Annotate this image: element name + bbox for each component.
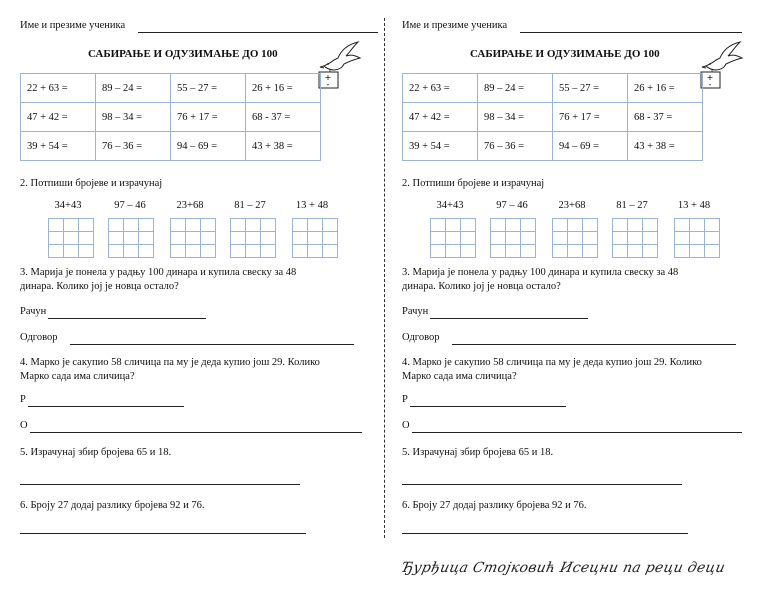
question-3-line2: динара. Колико јој је новца остало? [20, 281, 179, 292]
table-cell: 22 + 63 = [21, 74, 96, 103]
digit-grid[interactable] [552, 218, 598, 258]
sum-table [402, 73, 703, 161]
o-line[interactable] [30, 432, 362, 433]
calc-line[interactable] [48, 318, 206, 319]
worksheet-title: САБИРАЊЕ И ОДУЗИМАЊЕ ДО 100 [470, 48, 660, 60]
question-3-line1: 3. Марија је понела у радњу 100 динара и купила свеску за 48 [402, 267, 679, 278]
table-row [21, 103, 321, 132]
table-row [21, 132, 321, 161]
table-cell: 68 - 37 = [628, 103, 703, 132]
table-cell: 89 – 24 = [96, 74, 171, 103]
digit-grid[interactable] [170, 218, 216, 258]
q2-expression: 34+43 [436, 200, 464, 211]
dove-sign-plus: + [324, 73, 332, 82]
question-3-line2: динара. Колико јој је новца остало? [402, 281, 561, 292]
q5-answer-line[interactable] [402, 484, 682, 485]
table-row [403, 74, 703, 103]
answer-label: Одговор [402, 332, 440, 343]
table-cell: 47 + 42 = [21, 103, 96, 132]
q5-answer-line[interactable] [20, 484, 300, 485]
table-cell: 26 + 16 = [246, 74, 321, 103]
answer-label: Одговор [20, 332, 58, 343]
table-cell: 76 – 36 = [478, 132, 553, 161]
table-cell: 89 – 24 = [478, 74, 553, 103]
table-cell: 43 + 38 = [628, 132, 703, 161]
author-signature: Ђурђица Стојковић Исецни па реци деци [400, 560, 727, 576]
question-2: 2. Потпиши бројеве и израчунај [402, 178, 545, 189]
question-3-line1: 3. Марија је понела у радњу 100 динара и купила свеску за 48 [20, 267, 297, 278]
q2-expression: 23+68 [558, 200, 586, 211]
table-cell: 39 + 54 = [21, 132, 96, 161]
calc-label: Рачун [20, 306, 47, 317]
digit-grid[interactable] [612, 218, 658, 258]
question-5: 5. Израчунај збир бројева 65 и 18. [402, 447, 554, 458]
dove-with-sign-icon [698, 40, 744, 90]
digit-grid[interactable] [430, 218, 476, 258]
r-line[interactable] [410, 406, 566, 407]
table-row [403, 132, 703, 161]
o-label: О [20, 420, 28, 431]
r-label: Р [20, 394, 26, 405]
digit-grid[interactable] [108, 218, 154, 258]
answer-line[interactable] [70, 344, 354, 345]
question-6: 6. Броју 27 додај разлику бројева 92 и 76. [20, 500, 205, 511]
answer-line[interactable] [452, 344, 736, 345]
digit-grid[interactable] [48, 218, 94, 258]
table-row [21, 74, 321, 103]
calc-line[interactable] [430, 318, 588, 319]
dove-sign-minus: - [326, 80, 330, 89]
question-4-line2: Марко сада има сличица? [402, 371, 517, 382]
digit-grid[interactable] [490, 218, 536, 258]
table-cell: 22 + 63 = [403, 74, 478, 103]
q2-expression: 13 + 48 [295, 200, 329, 211]
q6-answer-line[interactable] [20, 533, 306, 534]
q6-answer-line[interactable] [402, 533, 688, 534]
dove-sign-minus: - [708, 80, 712, 89]
table-cell: 98 – 34 = [96, 103, 171, 132]
dove-sign-plus: + [706, 73, 714, 82]
table-row [403, 103, 703, 132]
worksheet-right [402, 0, 762, 594]
table-cell: 47 + 42 = [403, 103, 478, 132]
table-cell: 94 – 69 = [553, 132, 628, 161]
calc-label: Рачун [402, 306, 429, 317]
table-cell: 43 + 38 = [246, 132, 321, 161]
table-cell: 26 + 16 = [628, 74, 703, 103]
table-cell: 68 - 37 = [246, 103, 321, 132]
dove-with-sign-icon [316, 40, 362, 90]
table-cell: 55 – 27 = [171, 74, 246, 103]
r-line[interactable] [28, 406, 184, 407]
question-6: 6. Броју 27 додај разлику бројева 92 и 76. [402, 500, 587, 511]
q2-expression: 34+43 [54, 200, 82, 211]
table-cell: 55 – 27 = [553, 74, 628, 103]
q2-expression: 97 – 46 [496, 200, 528, 211]
table-cell: 76 + 17 = [171, 103, 246, 132]
worksheet-title: САБИРАЊЕ И ОДУЗИМАЊЕ ДО 100 [88, 48, 278, 60]
digit-grid[interactable] [674, 218, 720, 258]
r-label: Р [402, 394, 408, 405]
question-4-line1: 4. Марко је сакупио 58 сличица па му је деда купио још 29. Колико [20, 357, 320, 368]
question-5: 5. Израчунај збир бројева 65 и 18. [20, 447, 172, 458]
digit-grid[interactable] [230, 218, 276, 258]
student-name-line [138, 32, 378, 33]
table-cell: 76 + 17 = [553, 103, 628, 132]
student-name-label: Име и презиме ученика [20, 20, 126, 31]
worksheet-left [20, 0, 380, 594]
o-label: О [402, 420, 410, 431]
table-cell: 76 – 36 = [96, 132, 171, 161]
o-line[interactable] [412, 432, 742, 433]
q2-expression: 81 – 27 [616, 200, 648, 211]
student-name-label: Име и презиме ученика [402, 20, 508, 31]
question-4-line2: Марко сада има сличица? [20, 371, 135, 382]
table-cell: 98 – 34 = [478, 103, 553, 132]
digit-grid[interactable] [292, 218, 338, 258]
table-cell: 39 + 54 = [403, 132, 478, 161]
q2-expression: 81 – 27 [234, 200, 266, 211]
sum-table [20, 73, 321, 161]
table-cell: 94 – 69 = [171, 132, 246, 161]
q2-expression: 23+68 [176, 200, 204, 211]
q2-expression: 13 + 48 [677, 200, 711, 211]
student-name-line [520, 32, 742, 33]
q2-expression: 97 – 46 [114, 200, 146, 211]
cut-line-divider [384, 18, 385, 538]
question-2: 2. Потпиши бројеве и израчунај [20, 178, 163, 189]
question-4-line1: 4. Марко је сакупио 58 сличица па му је деда купио још 29. Колико [402, 357, 702, 368]
